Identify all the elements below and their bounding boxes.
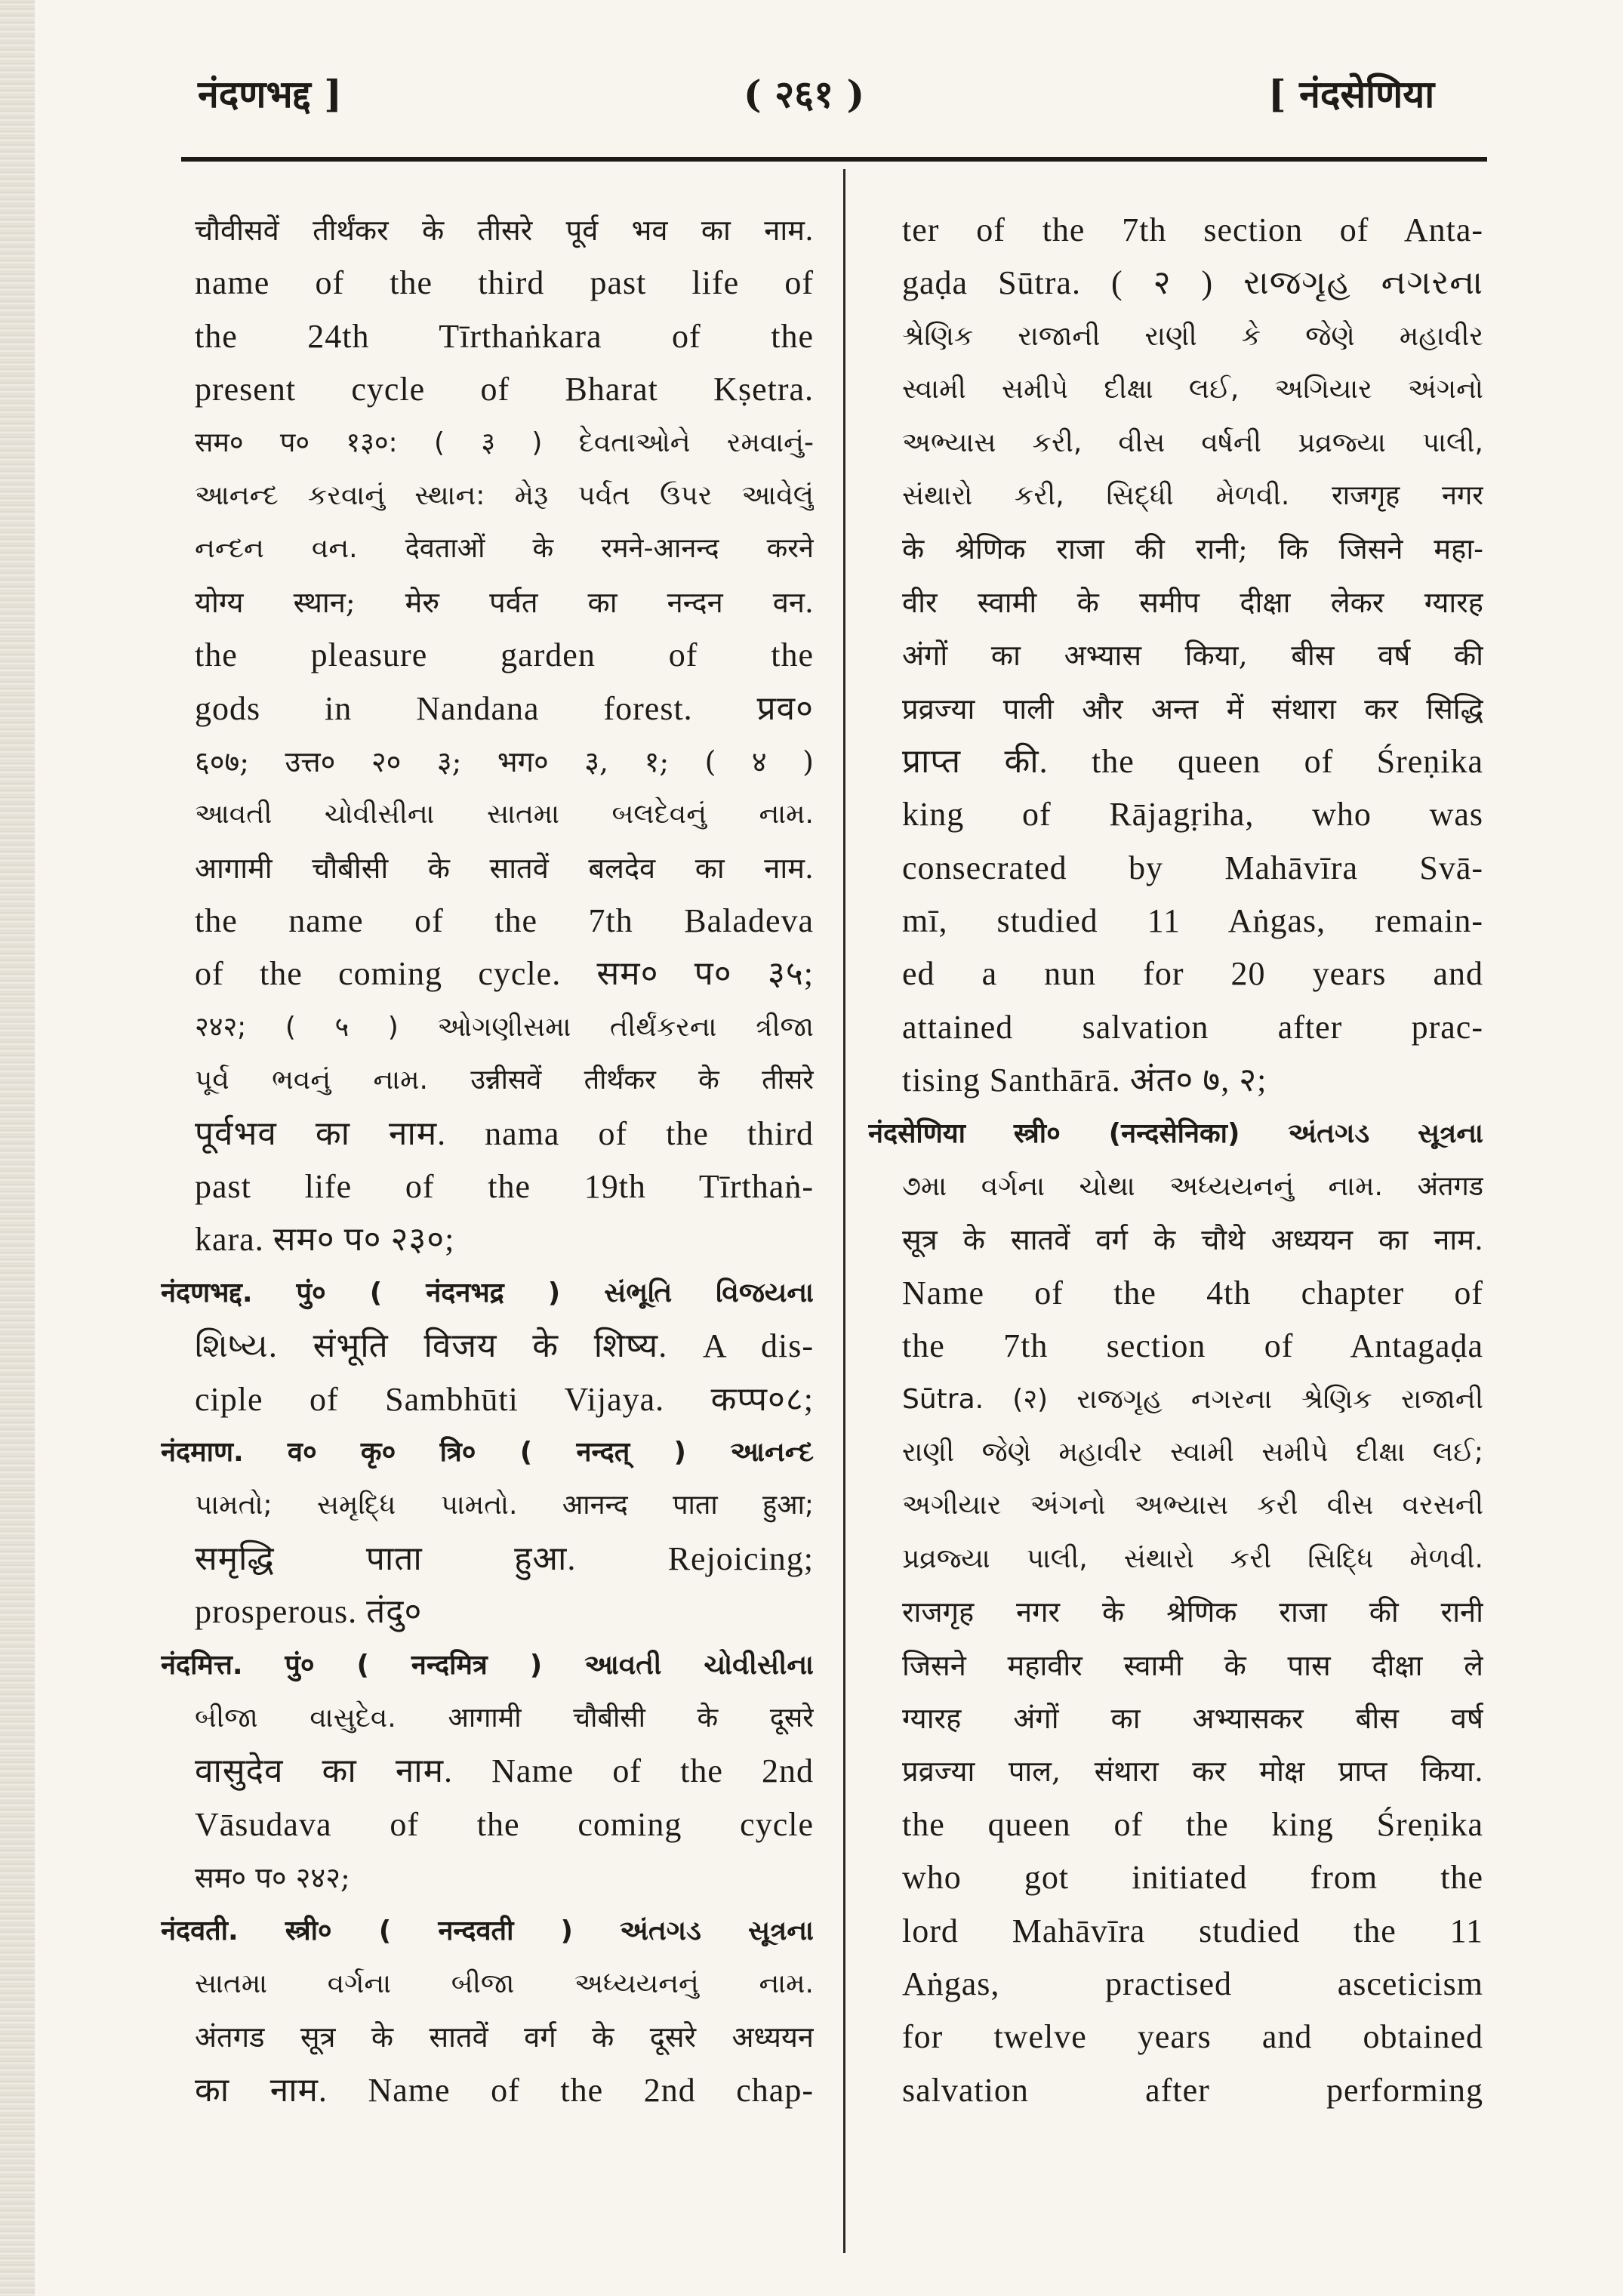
text-line: attained salvation after prac- <box>902 1008 1483 1046</box>
headword-entry-nandamana: नंदमाण. व० कृ० त्रि० ( नन्दत् ) આનન્દ <box>161 1436 814 1468</box>
text-line: of the coming cycle. सम० प० ३५; <box>195 955 814 993</box>
text-line: Aṅgas, practised asceticism <box>902 1965 1483 2002</box>
headword-entry-nandaseniya: नंदसेणिया स्त्री० (नन्दसेनिका) અંતગડ સૂત્રના <box>868 1117 1483 1149</box>
text-line: ciple of Sambhūti Vijaya. कप्प०८; <box>195 1380 814 1418</box>
text-line: આનન્દ કરવાનું સ્થાન: મેરૂ પર્વત ઉપર આવેલું <box>195 479 814 511</box>
text-line: prosperous. तंदु० <box>195 1593 423 1631</box>
text-line: ६०७; उत्त० २० ३; भग० ३, १; ( ४ ) <box>195 744 814 778</box>
text-line: Sūtra. (२) રાજગૃહ નગરના શ્રેણિક રાજાની <box>902 1383 1483 1415</box>
text-line: salvation after performing <box>902 2071 1483 2109</box>
text-line: name of the third past life of <box>195 264 814 302</box>
text-line: प्राप्त की. the queen of Śreṇika <box>902 742 1483 780</box>
headword-entry-nandamitta: नंदमित्त. पुं० ( नन्दमित्र ) આવતી ચોવીસીના <box>161 1649 814 1681</box>
headword-entry-nandavati: नंदवती. स्त्री० ( नन्दवती ) અંતગડ સૂત્રના <box>161 1915 814 1946</box>
text-line: who got initiated from the <box>902 1859 1483 1897</box>
text-line: tising Santhārā. अंत० ७, २; <box>902 1062 1267 1099</box>
header-left-guide-word: नंदणभद्द ] <box>198 72 342 116</box>
column-divider <box>843 169 845 2253</box>
text-line: अंगों का अभ्यास किया, बीस वर्ष की <box>902 639 1483 673</box>
left-column <box>161 204 814 2117</box>
page-header <box>0 68 1623 128</box>
text-line: નન્દન વન. देवताओं के रमने-आनन्द करने <box>195 533 814 565</box>
text-line: सम० प० २४२; <box>195 1861 350 1895</box>
text-line: mī, studied 11 Aṅgas, remain- <box>902 902 1483 940</box>
text-line: past life of the 19th Tīrthaṅ- <box>195 1168 814 1206</box>
header-right-guide-word: [ नंदसेणिया <box>1268 72 1435 116</box>
text-line: जिसने महावीर स्वामी के पास दीक्षा ले <box>902 1648 1483 1682</box>
text-line: का नाम. Name of the 2nd chap- <box>195 2071 814 2109</box>
text-line: ed a nun for 20 years and <box>902 955 1483 993</box>
text-line: પામતો; સમૃદ્ધિ પામતો. आनन्द पाता हुआ; <box>195 1490 814 1521</box>
text-line: सूत्र के सातवें वर्ग के चौथे अध्ययन का नाम. <box>902 1223 1483 1257</box>
text-line: અભ્યાસ કરી, વીસ વર્ષની પ્રવ્રજ્યા પાલી, <box>902 427 1483 458</box>
text-line: અગીયાર અંગનો અભ્યાસ કરી વીસ વરસની <box>902 1490 1483 1521</box>
text-line: the pleasure garden of the <box>195 636 814 674</box>
text-line: the 24th Tīrthaṅkara of the <box>195 317 814 355</box>
text-line: वासुदेव का नाम. Name of the 2nd <box>195 1752 814 1790</box>
text-line: ter of the 7th section of Anta- <box>902 211 1483 248</box>
text-line: consecrated by Mahāvīra Svā- <box>902 849 1483 886</box>
text-line: आगामी चौबीसी के सातवें बलदेव का नाम. <box>195 851 814 885</box>
text-line: Vāsudava of the coming cycle <box>195 1805 814 1843</box>
text-line: present cycle of Bharat Kṣetra. <box>195 371 814 408</box>
text-line: પૂર્વ ભવનું નામ. उन्नीसवें तीर्थंकर के तीसरे <box>195 1065 814 1096</box>
text-line: રાણી જેણે મહાવીર સ્વામી સમીપે દીક્ષા લઈ; <box>902 1436 1483 1468</box>
text-line: gods in Nandana forest. प्रव० <box>195 689 814 727</box>
text-line: king of Rājagṛiha, who was <box>902 796 1483 834</box>
page-number: ( २६१ ) <box>744 72 865 116</box>
text-line: kara. सम० प० २३०; <box>195 1221 455 1259</box>
text-line: ग्यारह अंगों का अभ्यासकर बीस वर्ष <box>902 1701 1483 1735</box>
text-line: समृद्धि पाता हुआ. Rejoicing; <box>195 1539 814 1577</box>
text-line: સાતમા વર્ગના બીજા અધ્યયનનું નામ. <box>195 1968 814 1999</box>
text-line: for twelve years and obtained <box>902 2018 1483 2056</box>
text-line: वीर स्वामी के समीप दीक्षा लेकर ग्यारह <box>902 585 1483 619</box>
text-line: योग्य स्थान; मेरु पर्वत का नन्दन वन. <box>195 585 814 619</box>
header-rule <box>181 157 1487 162</box>
text-line: चौवीसवें तीर्थंकर के तीसरे पूर्व भव का नाम. <box>195 214 814 247</box>
text-line: ૭મા વર્ગના ચોથા અધ્યયનનું નામ. अंतगड <box>902 1171 1483 1203</box>
text-line: प्रव्रज्या पाल, संथारा कर मोक्ष प्राप्त किया. <box>902 1755 1483 1789</box>
text-line: राजगृह नगर के श्रेणिक राजा की रानी <box>902 1595 1483 1629</box>
text-line: सम० प० १३०: ( ३ ) દેવતાઓને રમવાનું- <box>195 427 814 458</box>
text-line: the name of the 7th Baladeva <box>195 902 814 940</box>
text-line: સ્વામી સમીપે દીક્ષા લઈ, અગિયાર અંગનો <box>902 374 1483 405</box>
text-line: अंतगड सूत्र के सातवें वर्ग के दूसरे अध्ययन <box>195 2020 814 2054</box>
headword-entry-nandanabhadda: नंदणभद्द. पुं० ( नंदनभद्र ) સંભૂતિ વિજયના <box>161 1277 814 1308</box>
text-line: બીજા વાસુદેવ. आगामी चौबीसी के दूसरे <box>195 1702 814 1734</box>
text-line: પ્રવ્રજ્યા પાલી, સંથારો કરી સિદ્ધિ મેળવી. <box>902 1542 1483 1574</box>
text-line: શિષ્ય. संभूति विजय के शिष्य. A dis- <box>195 1327 814 1365</box>
text-line: શ્રેણિક રાજાની રાણી કે જેણે મહાવીર <box>902 320 1483 352</box>
text-line: Name of the 4th chapter of <box>902 1274 1483 1311</box>
text-line: पूर्वभव का नाम. nama of the third <box>195 1114 814 1152</box>
right-column <box>868 204 1483 2117</box>
text-line: के श्रेणिक राजा की रानी; कि जिसने महा- <box>902 532 1483 566</box>
text-line: the 7th section of Antagaḍa <box>902 1327 1483 1365</box>
text-line: प्रव्रज्या पाली और अन्त में संथारा कर सिद्धि <box>902 692 1483 726</box>
text-line: lord Mahāvīra studied the 11 <box>902 1912 1483 1949</box>
text-line: the queen of the king Śreṇika <box>902 1805 1483 1843</box>
text-line: સંથારો કરી, સિદ્ધી મેળવી. राजगृह नगर <box>902 479 1483 511</box>
text-line: gaḍa Sūtra. ( २ ) રાજગૃહ નગરના <box>902 264 1483 302</box>
text-line: આવતી ચોવીસીના સાતમા બલદેવનું નામ. <box>195 799 814 831</box>
text-line: २४२; ( ५ ) ઓગણીસમા તીર્થંકરના ત્રીજા <box>195 1011 814 1043</box>
page-edge <box>0 0 35 2296</box>
